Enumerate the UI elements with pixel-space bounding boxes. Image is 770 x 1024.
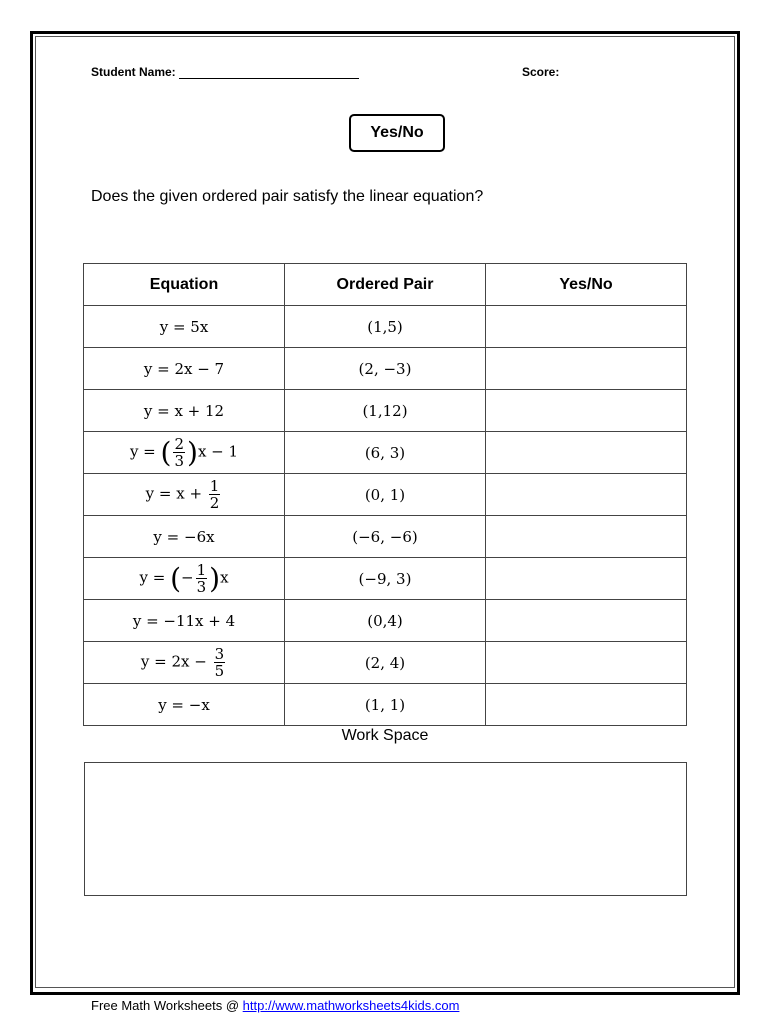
equation-text: y = 2x − bbox=[140, 652, 212, 671]
equation-cell bbox=[84, 306, 285, 348]
table-row bbox=[84, 642, 687, 684]
ordered-pair-cell: (1,5) bbox=[285, 306, 486, 348]
worksheet-title: Yes/No bbox=[349, 114, 445, 152]
equation-cell bbox=[84, 600, 285, 642]
score-label: Score: bbox=[522, 65, 560, 79]
ordered-pair-cell: (−9, 3) bbox=[285, 558, 486, 600]
fraction bbox=[214, 646, 226, 679]
table-row bbox=[84, 600, 687, 642]
ordered-pair-cell: (6, 3) bbox=[285, 432, 486, 474]
ordered-pair-cell: (1, 1) bbox=[285, 684, 486, 726]
ordered-pair-cell: (−6, −6) bbox=[285, 516, 486, 558]
ordered-pair-cell: (1,12) bbox=[285, 390, 486, 432]
header-equation: Equation bbox=[84, 264, 285, 306]
yes-no-answer-cell[interactable] bbox=[486, 516, 687, 558]
equation-suffix: x bbox=[220, 568, 229, 587]
header-ordered-pair: Ordered Pair bbox=[285, 264, 486, 306]
student-name-field bbox=[91, 65, 359, 79]
fraction-sign: − bbox=[181, 568, 194, 587]
fraction-denominator: 3 bbox=[174, 452, 185, 470]
header-yes-no: Yes/No bbox=[486, 264, 687, 306]
footer-link[interactable]: http://www.mathworksheets4kids.com bbox=[242, 998, 460, 1013]
equation-cell bbox=[84, 432, 285, 474]
ordered-pair-cell: (2, −3) bbox=[285, 348, 486, 390]
equation-text: y = −x bbox=[158, 695, 210, 714]
left-paren: ( bbox=[160, 436, 172, 469]
equation-text: y = 2x − 7 bbox=[143, 359, 225, 378]
equation-text: y = −11x + 4 bbox=[132, 611, 236, 630]
equation-text: y = x + 12 bbox=[143, 401, 225, 420]
table-row bbox=[84, 474, 687, 516]
left-paren: ( bbox=[170, 562, 181, 595]
equation-cell bbox=[84, 684, 285, 726]
student-name-label: Student Name: bbox=[91, 65, 176, 79]
table-row bbox=[84, 558, 687, 600]
fraction-denominator: 2 bbox=[209, 494, 220, 512]
yes-no-answer-cell[interactable] bbox=[486, 474, 687, 516]
ordered-pair-cell: (0, 1) bbox=[285, 474, 486, 516]
table-row bbox=[84, 306, 687, 348]
question-text: Does the given ordered pair satisfy the linear equation? bbox=[91, 188, 484, 205]
fraction-numerator: 1 bbox=[209, 477, 220, 495]
table-row bbox=[84, 516, 687, 558]
equation-cell bbox=[84, 642, 285, 684]
yes-no-answer-cell[interactable] bbox=[486, 306, 687, 348]
equation-text: y = −6x bbox=[153, 527, 215, 546]
ordered-pair-cell: (2, 4) bbox=[285, 642, 486, 684]
yes-no-answer-cell[interactable] bbox=[486, 642, 687, 684]
fraction-denominator: 3 bbox=[196, 578, 207, 596]
work-space-label: Work Space bbox=[341, 727, 429, 744]
fraction-numerator: 3 bbox=[214, 645, 225, 663]
fraction bbox=[196, 562, 208, 595]
footer bbox=[91, 998, 459, 1013]
fraction-numerator: 2 bbox=[174, 435, 185, 453]
equation-text: y = 5x bbox=[159, 317, 209, 336]
equation-text: y = x + bbox=[145, 484, 207, 503]
footer-text: Free Math Worksheets @ bbox=[91, 998, 243, 1013]
fraction bbox=[209, 478, 221, 511]
yes-no-answer-cell[interactable] bbox=[486, 558, 687, 600]
equation-cell bbox=[84, 516, 285, 558]
yes-no-answer-cell[interactable] bbox=[486, 348, 687, 390]
yes-no-answer-cell[interactable] bbox=[486, 684, 687, 726]
fraction bbox=[173, 436, 185, 469]
yes-no-answer-cell[interactable] bbox=[486, 600, 687, 642]
fraction-numerator: 1 bbox=[196, 561, 207, 579]
equation-cell bbox=[84, 474, 285, 516]
yes-no-answer-cell[interactable] bbox=[486, 390, 687, 432]
equation-cell bbox=[84, 348, 285, 390]
answer-table bbox=[83, 263, 687, 726]
right-paren: ) bbox=[209, 562, 221, 595]
right-paren: ) bbox=[187, 436, 198, 469]
ordered-pair-cell: (0,4) bbox=[285, 600, 486, 642]
equation-text: y = bbox=[129, 442, 161, 461]
table-row bbox=[84, 390, 687, 432]
equation-suffix: x − 1 bbox=[197, 442, 239, 461]
table-row bbox=[84, 684, 687, 726]
table-row bbox=[84, 348, 687, 390]
fraction-denominator: 5 bbox=[214, 662, 225, 680]
work-space-box[interactable] bbox=[84, 762, 687, 896]
table-row bbox=[84, 432, 687, 474]
equation-cell bbox=[84, 390, 285, 432]
equation-text: y = bbox=[139, 568, 171, 587]
equation-cell bbox=[84, 558, 285, 600]
yes-no-answer-cell[interactable] bbox=[486, 432, 687, 474]
student-name-line[interactable] bbox=[179, 66, 359, 79]
